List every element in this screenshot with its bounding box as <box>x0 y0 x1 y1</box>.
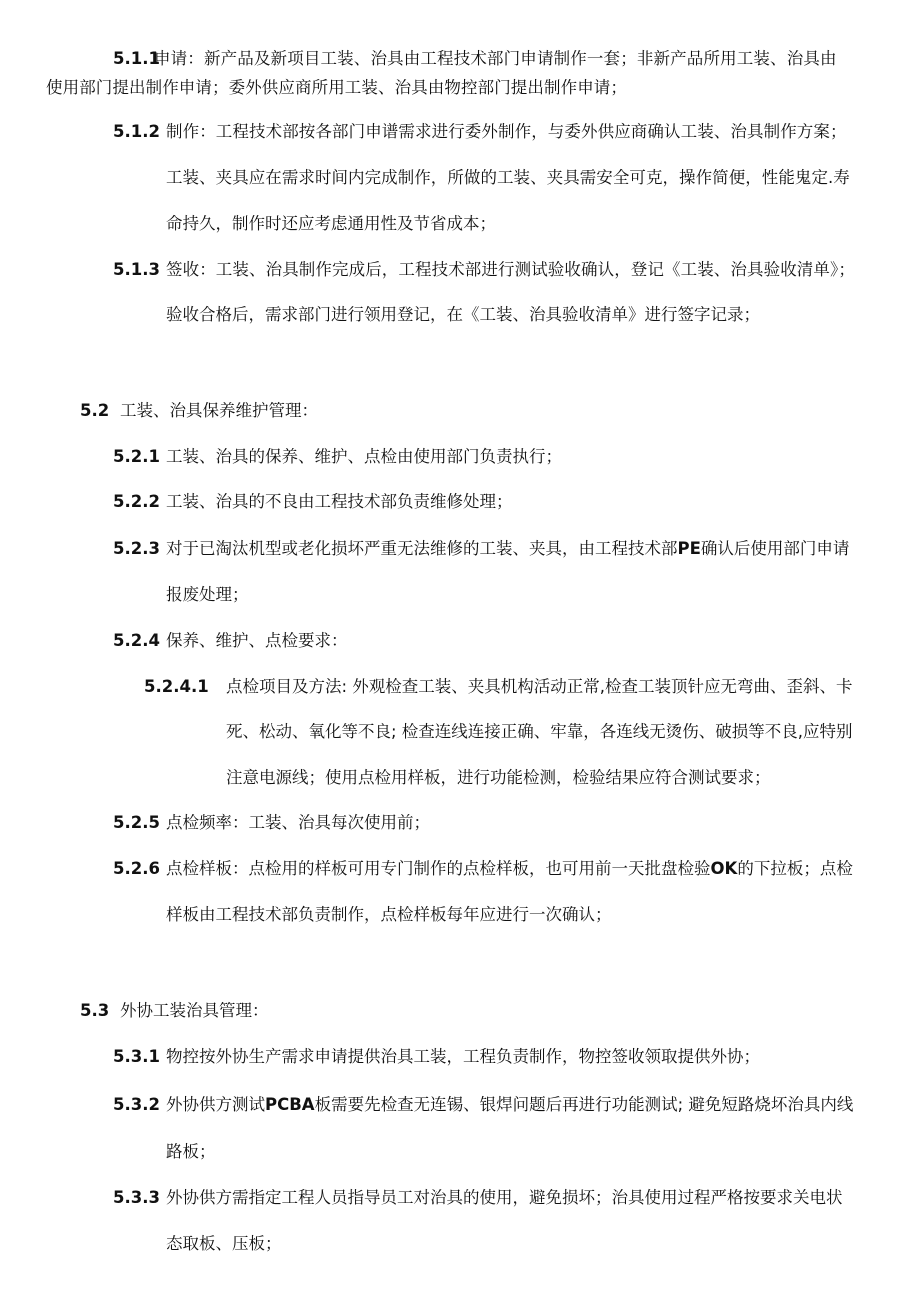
section-5-1-2-number: 5.1.2 <box>113 122 160 141</box>
section-5-3-2-line-1 <box>166 1094 853 1116</box>
section-5-2-3-line-1 <box>166 538 849 560</box>
section-5-1-2-line-1: 制作：工程技术部按各部门申谱需求进行委外制作，与委外供应商确认工装、治具制作方案； <box>166 122 847 141</box>
section-5-2-3-number: 5.2.3 <box>113 539 160 558</box>
section-5-2-6-number: 5.2.6 <box>113 859 160 878</box>
section-5-1-1-line-1: 申请：新产品及新项目工装、治具由工程技术部门申请制作一套；非新产品所用工装、治具由 <box>154 49 837 68</box>
section-5-2-4-1-line-3: 注意电源线；使用点检用样板，进行功能检测，检验结果应符合测试要求； <box>226 768 771 787</box>
section-5-3-3-line-2: 态取板、压板； <box>166 1234 282 1253</box>
section-5-3-2-pcba-term: PCBA <box>265 1095 315 1114</box>
section-5-3-number: 5.3 <box>80 1001 110 1020</box>
section-5-3-3-line-1: 外协供方需指定工程人员指导员工对治具的使用，避免损坏；治具使用过程严格按要求关电状 <box>166 1188 843 1207</box>
section-5-2-6-line-1 <box>166 858 853 880</box>
section-5-3-2-number: 5.3.2 <box>113 1095 160 1114</box>
section-5-2-4-1-line-1: 点检项目及方法: 外观检查工装、夹具机构活动正常,检查工装顶针应无弯曲、歪斜、卡 <box>226 677 853 696</box>
section-5-3-3-number: 5.3.3 <box>113 1188 160 1207</box>
section-5-2-number: 5.2 <box>80 401 110 420</box>
section-5-1-1-line-2: 使用部门提出制作申请；委外供应商所用工装、治具由物控部门提出制作申请； <box>46 78 627 97</box>
section-5-3-2-line-1-text-b: 板需要先检查无连锡、银焊问题后再进行功能测试; 避免短路烧坏治具内线 <box>314 1095 854 1114</box>
section-5-2-6-line-1-text-a: 点检样板：点检用的样板可用专门制作的点检样板，也可用前一天批盘检验 <box>166 859 711 878</box>
section-5-2-3-pe-term: PE <box>677 539 701 558</box>
section-5-2-2-number: 5.2.2 <box>113 492 160 511</box>
section-5-1-2-line-2: 工装、夹具应在需求时间内完成制作，所做的工装、夹具需安全可克，操作简便，性能鬼定.寿 <box>166 168 850 187</box>
section-5-2-6-ok-term: OK <box>710 859 738 878</box>
section-5-2-4-number: 5.2.4 <box>113 631 160 650</box>
section-5-1-3-line-1: 签收：工装、治具制作完成后，工程技术部进行测试验收确认，登记《工装、治具验收清单》； <box>166 260 855 279</box>
section-5-2-1-line-1: 工装、治具的保养、维护、点检由使用部门负责执行； <box>166 447 562 466</box>
section-5-2-6-line-1-text-b: 的下拉板；点检 <box>737 859 853 878</box>
section-5-2-6-line-2: 样板由工程技术部负责制作，点检样板每年应进行一次确认； <box>166 905 612 924</box>
section-5-2-4-1-line-2: 死、松动、氧化等不良; 检查连线连接正确、牢靠，各连线无烫伤、破损等不良,应特别 <box>226 722 853 741</box>
section-5-2-title: 工装、治具保养维护管理： <box>120 401 318 420</box>
section-5-2-4-line-1: 保养、维护、点检要求： <box>166 631 348 650</box>
section-5-3-2-line-2: 路板； <box>166 1142 216 1161</box>
section-5-2-5-number: 5.2.5 <box>113 813 160 832</box>
section-5-2-4-1-number: 5.2.4.1 <box>144 677 209 696</box>
section-5-2-5-line-1: 点检频率：工装、治具每次使用前； <box>166 813 430 832</box>
section-5-2-3-line-1-text-b: 确认后使用部门申请 <box>700 539 850 558</box>
section-5-2-3-line-2: 报废处理； <box>166 585 249 604</box>
section-5-1-3-line-2: 验收合格后，需求部门进行领用登记，在《工装、治具验收清单》进行签字记录； <box>166 305 760 324</box>
section-5-2-2-line-1: 工装、治具的不良由工程技术部负责维修处理； <box>166 492 513 511</box>
section-5-1-3-number: 5.1.3 <box>113 260 160 279</box>
section-5-3-2-line-1-text-a: 外协供方测试 <box>166 1095 265 1114</box>
section-5-2-3-line-1-text-a: 对于已淘汰机型或老化损坏严重无法维修的工装、夹具，由工程技术部 <box>166 539 678 558</box>
section-5-3-1-number: 5.3.1 <box>113 1047 160 1066</box>
section-5-1-2-line-3: 命持久，制作时还应考虑通用性及节省成本； <box>166 214 496 233</box>
section-5-3-title: 外协工装治具管理： <box>120 1001 269 1020</box>
section-5-3-1-line-1: 物控按外协生产需求申请提供治具工装，工程负责制作，物控签收领取提供外协； <box>166 1047 760 1066</box>
section-5-1-1-number: 5.1.1 <box>113 49 160 68</box>
section-5-2-1-number: 5.2.1 <box>113 447 160 466</box>
